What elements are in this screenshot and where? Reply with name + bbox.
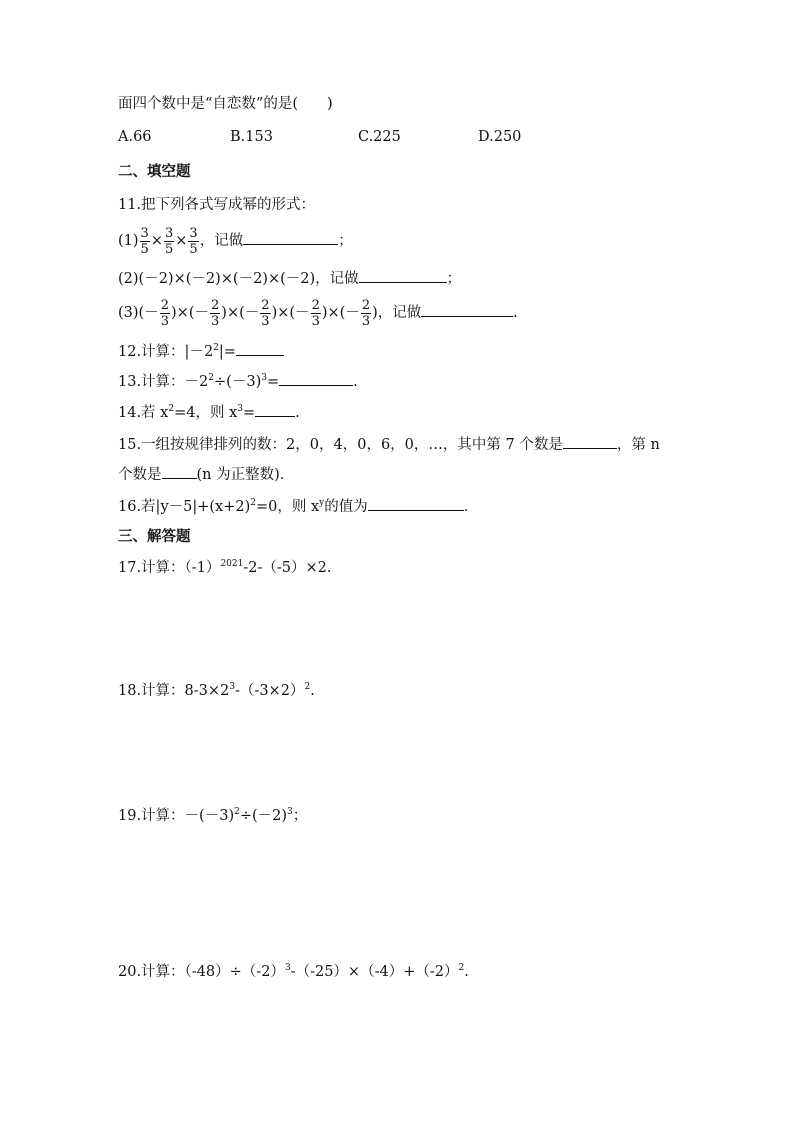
answer-blank[interactable]	[255, 402, 295, 417]
answer-blank[interactable]	[162, 464, 197, 479]
question-11-stem: 11.把下列各式写成幂的形式：	[118, 197, 316, 213]
question-16: 16.若$|y-5|+(x+2)^2=0$，则 $x^y$的值为 .	[118, 498, 469, 515]
fraction-2-3: $\frac{2}{3}$	[160, 297, 169, 329]
question-11-part-2: (2)(－2)×(－2)×(－2)×(－2)，记做 ；	[118, 268, 461, 289]
question-15-line-2: 个数是 (n 为正整数).	[118, 464, 284, 485]
answer-blank[interactable]	[421, 302, 513, 317]
question-15-line-1: 15.一组按规律排列的数：2，0，4，0，6，0，…，其中第 7 个数是 ，第 n	[118, 434, 660, 455]
question-14: 14.若 $x^2=4$，则 $x^3=$ .	[118, 404, 300, 421]
section-2-heading: 二、填空题	[118, 163, 191, 180]
option-d: D.250	[478, 129, 522, 145]
option-b: B.153	[230, 129, 273, 145]
question-11-part-3: (3)(－ $\frac{2}{3}$ )×(－ $\frac{2}{3}$ )×(－ $\frac{2}{3}$ )×(－ $\frac{2}{3}$ )×(－ $\frac{2}{3}$ )，记做 .	[118, 297, 518, 329]
question-12: 12.计算：$|-2^2|=$	[118, 341, 284, 362]
fraction-2-3: $\frac{2}{3}$	[361, 297, 371, 329]
fraction-2-3: $\frac{2}{3}$	[211, 297, 220, 329]
section-3-heading: 三、解答题	[118, 528, 191, 545]
answer-blank[interactable]	[563, 434, 617, 449]
answer-blank[interactable]	[243, 230, 338, 245]
answer-blank[interactable]	[236, 341, 284, 356]
fraction-2-3: $\frac{2}{3}$	[261, 297, 270, 329]
answer-blank[interactable]	[359, 268, 447, 283]
question-17: 17.计算：$(-1)^{2021}-2-(-5)\times 2$.	[118, 559, 332, 576]
answer-blank[interactable]	[279, 371, 353, 386]
question-11-part-1: (1) $\frac{3}{5}$ × $\frac{3}{5}$ × $\frac{3}{5}$ ，记做 ；	[118, 225, 353, 257]
question-13: 13.计算：$-2^2\div(-3)^3=$ .	[118, 373, 358, 390]
option-a: A.66	[118, 129, 152, 145]
question-10-tail: 面四个数中是“自恋数”的是( )	[118, 96, 333, 112]
fraction-3-5: $\frac{3}{5}$	[189, 225, 198, 257]
question-19: 19.计算：$-(-3)^2\div(-2)^3$；	[118, 807, 308, 824]
question-18: 18.计算：$8-3\times 2^3-(-3\times 2)^2$.	[118, 682, 315, 699]
question-20: 20.计算：$(-48)\div(-2)^3-(-25)\times(-4)+(-2)^2$.	[118, 963, 469, 980]
fraction-3-5: $\frac{3}{5}$	[164, 225, 174, 257]
fraction-2-3: $\frac{2}{3}$	[311, 297, 320, 329]
fraction-3-5: $\frac{3}{5}$	[140, 225, 149, 257]
option-c: C.225	[358, 129, 401, 145]
answer-blank[interactable]	[368, 496, 464, 511]
